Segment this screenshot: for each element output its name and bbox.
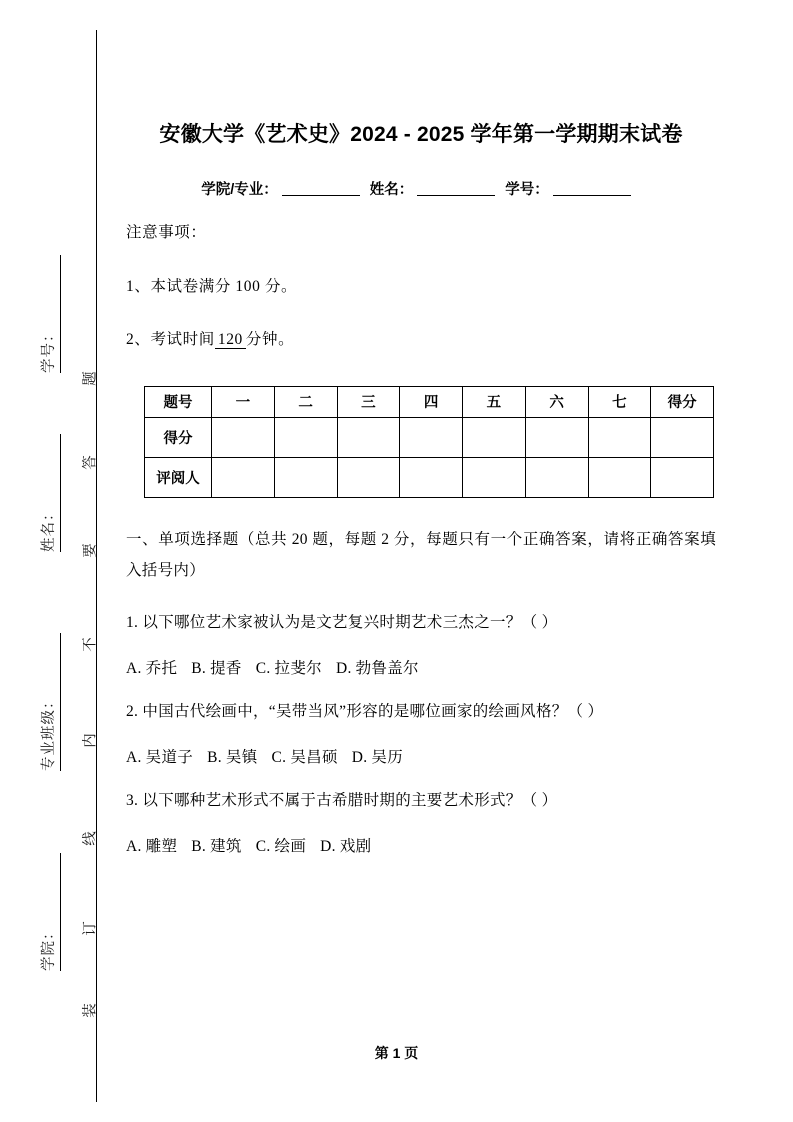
score-table-header-7: 七 bbox=[588, 386, 651, 417]
score-cell-0-7[interactable] bbox=[651, 417, 714, 457]
score-row-label-0: 得分 bbox=[145, 417, 212, 457]
seal-field-college: 学院： bbox=[37, 853, 61, 971]
option-text: 雕塑 bbox=[145, 837, 178, 855]
seal-field-name: 姓名： bbox=[37, 434, 61, 552]
option-label: A. bbox=[126, 748, 142, 766]
name-label: 姓名： bbox=[369, 182, 414, 199]
score-table-header-1: 一 bbox=[212, 386, 275, 417]
score-cell-1-4[interactable] bbox=[463, 457, 526, 497]
option-label: C. bbox=[271, 748, 287, 766]
notice-block bbox=[126, 225, 716, 348]
table-row bbox=[145, 457, 714, 497]
student-id-label: 学号： bbox=[505, 182, 549, 199]
seal-char-1: 答 bbox=[82, 455, 99, 470]
option-text: 吴道子 bbox=[145, 748, 194, 766]
question-2-options bbox=[126, 750, 716, 766]
question-2-stem: 2. 中国古代绘画中，“吴带当风”形容的是哪位画家的绘画风格？（ ） bbox=[126, 703, 604, 721]
score-cell-0-3[interactable] bbox=[400, 417, 463, 457]
option-label: D. bbox=[351, 748, 368, 766]
college-major-label: 学院/专业： bbox=[201, 182, 278, 199]
notice-item-1: 1、本试卷满分 100 分。 bbox=[126, 277, 298, 295]
name-blank[interactable] bbox=[417, 195, 495, 196]
option-text: 乔托 bbox=[145, 659, 178, 677]
question-1-option-a[interactable] bbox=[126, 660, 177, 677]
question-1-stem: 1. 以下哪位艺术家被认为是文艺复兴时期艺术三杰之一？（ ） bbox=[126, 614, 558, 632]
option-text: 戏剧 bbox=[339, 837, 372, 855]
option-text: 绘画 bbox=[274, 837, 307, 855]
seal-char-2: 要 bbox=[82, 543, 99, 558]
score-cell-1-7[interactable] bbox=[651, 457, 714, 497]
question-3-option-a[interactable] bbox=[126, 838, 177, 855]
sealing-margin bbox=[0, 0, 110, 1122]
sealing-instruction-column bbox=[66, 0, 112, 1122]
seal-char-5: 线 bbox=[82, 831, 99, 846]
question-2-option-d[interactable] bbox=[352, 749, 403, 766]
question-3-options bbox=[126, 839, 716, 855]
option-label: A. bbox=[126, 837, 142, 855]
score-cell-0-0[interactable] bbox=[212, 417, 275, 457]
option-text: 勃鲁盖尔 bbox=[355, 659, 419, 677]
score-cell-0-6[interactable] bbox=[588, 417, 651, 457]
seal-char-4: 内 bbox=[82, 733, 99, 748]
option-text: 提香 bbox=[210, 659, 242, 677]
question-2-option-a[interactable] bbox=[126, 749, 193, 766]
score-table-header-2: 二 bbox=[274, 386, 337, 417]
option-text: 吴镇 bbox=[225, 748, 258, 766]
score-cell-0-1[interactable] bbox=[274, 417, 337, 457]
score-table-header-8: 得分 bbox=[651, 386, 714, 417]
option-text: 吴昌硕 bbox=[290, 748, 338, 766]
score-cell-1-5[interactable] bbox=[525, 457, 588, 497]
question-2-option-c[interactable] bbox=[272, 749, 338, 766]
exam-content bbox=[126, 0, 716, 1122]
score-table-header-6: 六 bbox=[525, 386, 588, 417]
score-table-header-row bbox=[145, 386, 714, 417]
score-row-label-1: 评阅人 bbox=[145, 457, 212, 497]
score-table-header-3: 三 bbox=[337, 386, 400, 417]
notice-item-2 bbox=[126, 332, 716, 348]
seal-char-6: 订 bbox=[82, 921, 99, 936]
question-section-1 bbox=[126, 524, 716, 855]
question-3-option-b[interactable] bbox=[191, 838, 241, 855]
exam-duration-value: 120 bbox=[215, 331, 246, 349]
option-text: 吴历 bbox=[371, 748, 404, 766]
score-cell-0-5[interactable] bbox=[525, 417, 588, 457]
notice-item-2-before: 2、考试时间 bbox=[126, 331, 215, 349]
seal-char-3: 不 bbox=[82, 637, 99, 652]
option-label: C. bbox=[255, 837, 271, 855]
student-id-blank[interactable] bbox=[553, 195, 631, 196]
seal-char-0: 题 bbox=[82, 371, 99, 386]
question-1-option-c[interactable] bbox=[256, 660, 322, 677]
score-cell-1-3[interactable] bbox=[400, 457, 463, 497]
question-1-options bbox=[126, 661, 716, 677]
score-cell-1-6[interactable] bbox=[588, 457, 651, 497]
page-title: 安徽大学《艺术史》2024 - 2025 学年第一学期期末试卷 bbox=[159, 123, 683, 146]
option-label: B. bbox=[191, 837, 207, 855]
question-1-option-b[interactable] bbox=[191, 660, 241, 677]
score-cell-1-0[interactable] bbox=[212, 457, 275, 497]
option-text: 拉斐尔 bbox=[274, 659, 322, 677]
score-table-header-0: 题号 bbox=[145, 386, 212, 417]
notice-heading: 注意事项： bbox=[126, 224, 207, 242]
score-table-header-5: 五 bbox=[463, 386, 526, 417]
college-major-blank[interactable] bbox=[282, 195, 360, 196]
seal-field-student-id: 学号： bbox=[37, 255, 61, 373]
question-3-stem: 3. 以下哪种艺术形式不属于古希腊时期的主要艺术形式？（ ） bbox=[126, 792, 558, 810]
option-label: C. bbox=[255, 659, 271, 677]
score-cell-1-1[interactable] bbox=[274, 457, 337, 497]
score-cell-0-2[interactable] bbox=[337, 417, 400, 457]
question-2-option-b[interactable] bbox=[207, 749, 257, 766]
question-3-option-d[interactable] bbox=[320, 838, 371, 855]
score-cell-0-4[interactable] bbox=[463, 417, 526, 457]
question-3-option-c[interactable] bbox=[256, 838, 306, 855]
option-label: D. bbox=[335, 659, 352, 677]
option-text: 建筑 bbox=[210, 837, 242, 855]
option-label: B. bbox=[191, 659, 207, 677]
table-row bbox=[145, 417, 714, 457]
option-label: A. bbox=[126, 659, 142, 677]
score-cell-1-2[interactable] bbox=[337, 457, 400, 497]
option-label: B. bbox=[207, 748, 222, 766]
notice-item-2-after: 分钟。 bbox=[245, 331, 295, 349]
score-table bbox=[144, 386, 714, 498]
identity-fields-row bbox=[126, 178, 716, 199]
page-footer: 第 1 页 bbox=[374, 1045, 419, 1061]
section-1-heading: 一、单项选择题（总共 20 题，每题 2 分，每题只有一个正确答案，请将正确答案填入括号内） bbox=[126, 530, 716, 580]
seal-char-7: 装 bbox=[82, 1003, 99, 1018]
question-1-option-d[interactable] bbox=[336, 660, 419, 677]
option-label: D. bbox=[320, 837, 336, 855]
score-table-header-4: 四 bbox=[400, 386, 463, 417]
seal-field-class: 专业班级： bbox=[37, 633, 61, 771]
